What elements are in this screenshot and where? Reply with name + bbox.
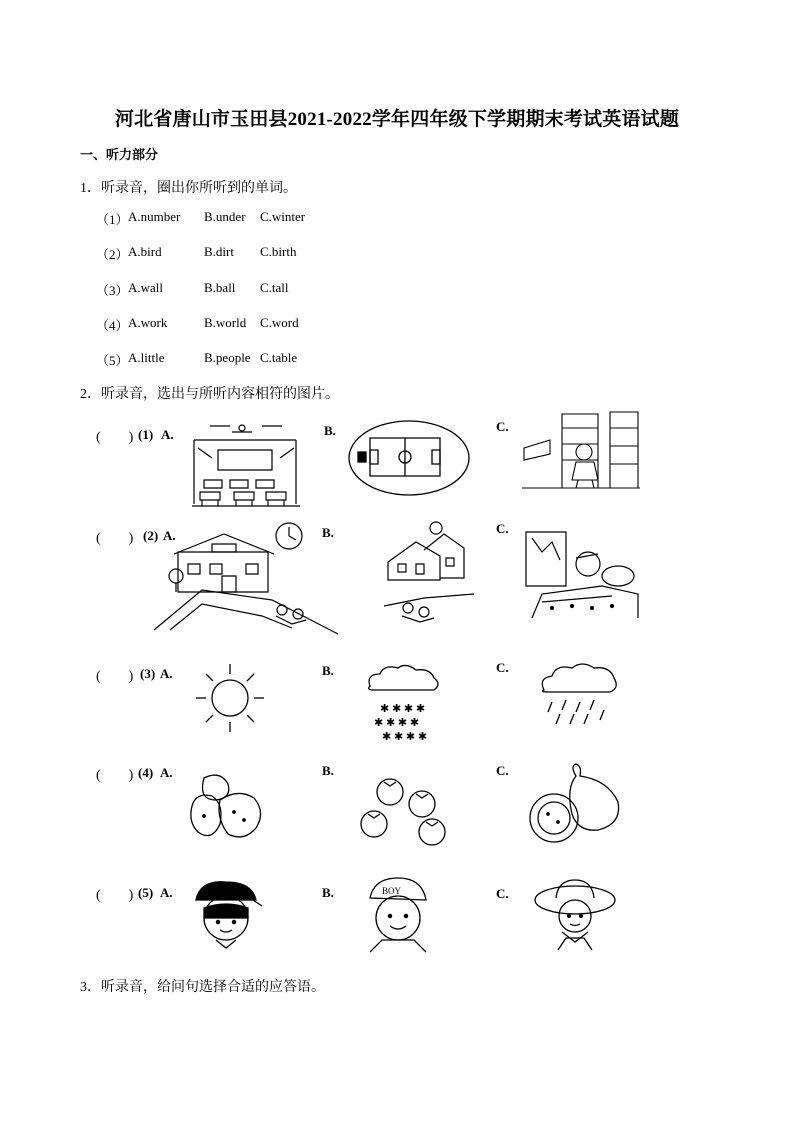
- q1-option-c[interactable]: C.birth: [260, 244, 297, 259]
- home-picture[interactable]: [384, 520, 484, 630]
- question-3-prompt: 3．听录音，给问句选择合适的应答语。: [80, 980, 325, 995]
- answer-blank[interactable]: ( ): [96, 888, 134, 903]
- q2-option-b: B.: [322, 885, 334, 900]
- q1-item-number: （4）: [96, 318, 129, 333]
- classroom-picture[interactable]: [190, 418, 302, 508]
- q2-option-a: A.: [163, 528, 176, 543]
- question-2-prompt: 2．听录音，选出与所听内容相符的图片。: [80, 387, 339, 402]
- q2-option-c: C.: [496, 763, 509, 778]
- svg-text:✱ ✱ ✱ ✱: ✱ ✱ ✱ ✱: [380, 703, 426, 715]
- q2-option-c: C.: [496, 660, 509, 675]
- q2-item-number: (3): [140, 666, 156, 681]
- onions-picture[interactable]: [528, 764, 624, 848]
- q2-option-a: A.: [160, 666, 173, 681]
- q1-option-b[interactable]: B.world: [204, 315, 247, 330]
- q1-option-b[interactable]: B.ball: [204, 280, 236, 295]
- q1-option-a[interactable]: A.number: [128, 209, 181, 224]
- question-1-prompt: 1．听录音，圈出你所听到的单词。: [80, 181, 297, 196]
- q1-option-a[interactable]: A.wall: [128, 280, 164, 295]
- potatoes-picture[interactable]: [190, 770, 266, 846]
- cap-text: BOY: [382, 886, 402, 896]
- q2-option-b: B.: [322, 525, 334, 540]
- rainy-picture[interactable]: [538, 660, 620, 726]
- bedroom-picture[interactable]: [522, 528, 642, 620]
- soccer-field-picture[interactable]: [346, 418, 472, 498]
- answer-blank[interactable]: ( ): [96, 669, 134, 684]
- school-building-picture[interactable]: [152, 520, 340, 640]
- q1-item-number: （1）: [96, 212, 129, 227]
- q1-item-number: （2）: [96, 247, 129, 262]
- q1-option-a[interactable]: A.work: [128, 315, 168, 330]
- answer-blank[interactable]: ( ): [96, 768, 134, 783]
- q2-item-number: (4): [138, 765, 154, 780]
- page-title: 河北省唐山市玉田县2021-2022学年四年级下学期期末考试英语试题: [114, 109, 680, 130]
- answer-blank[interactable]: ( ): [96, 531, 134, 546]
- tomatoes-picture[interactable]: [356, 774, 450, 848]
- q2-option-b: B.: [322, 763, 334, 778]
- boy-with-cap-picture[interactable]: [352, 874, 442, 954]
- q1-item-number: （3）: [96, 283, 129, 298]
- girl-with-sunhat-picture[interactable]: [532, 874, 618, 954]
- q1-option-b[interactable]: B.under: [204, 209, 246, 224]
- q1-option-b[interactable]: B.dirt: [204, 244, 234, 259]
- library-picture[interactable]: [520, 408, 642, 492]
- sunny-picture[interactable]: [192, 660, 268, 736]
- q1-option-a[interactable]: A.little: [128, 350, 165, 365]
- q1-option-c[interactable]: C.winter: [260, 209, 306, 224]
- q1-option-b[interactable]: B.people: [204, 350, 251, 365]
- svg-text:✱ ✱ ✱ ✱: ✱ ✱ ✱ ✱: [382, 731, 428, 743]
- q1-option-c[interactable]: C.word: [260, 315, 299, 330]
- q2-option-c: C.: [496, 886, 509, 901]
- q1-option-c[interactable]: C.tall: [260, 280, 289, 295]
- q2-item-number: (2): [143, 528, 159, 543]
- girl-with-cap-picture[interactable]: [190, 878, 264, 950]
- svg-text:✱ ✱ ✱ ✱: ✱ ✱ ✱ ✱: [374, 717, 420, 729]
- snowy-picture[interactable]: [364, 664, 444, 746]
- q2-item-number: (1): [138, 427, 154, 442]
- q2-option-a: A.: [160, 765, 173, 780]
- section-heading: 一、听力部分: [80, 147, 159, 162]
- q2-option-c: C.: [496, 419, 509, 434]
- q2-option-b: B.: [322, 663, 334, 678]
- q2-option-c: C.: [496, 521, 509, 536]
- q1-item-number: （5）: [96, 353, 129, 368]
- q2-option-b: B.: [324, 423, 336, 438]
- q1-option-a[interactable]: A.bird: [128, 244, 162, 259]
- answer-blank[interactable]: ( ): [96, 430, 134, 445]
- q1-option-c[interactable]: C.table: [260, 350, 298, 365]
- q2-item-number: (5): [138, 885, 154, 900]
- q2-option-a: A.: [161, 427, 174, 442]
- q2-option-a: A.: [160, 885, 173, 900]
